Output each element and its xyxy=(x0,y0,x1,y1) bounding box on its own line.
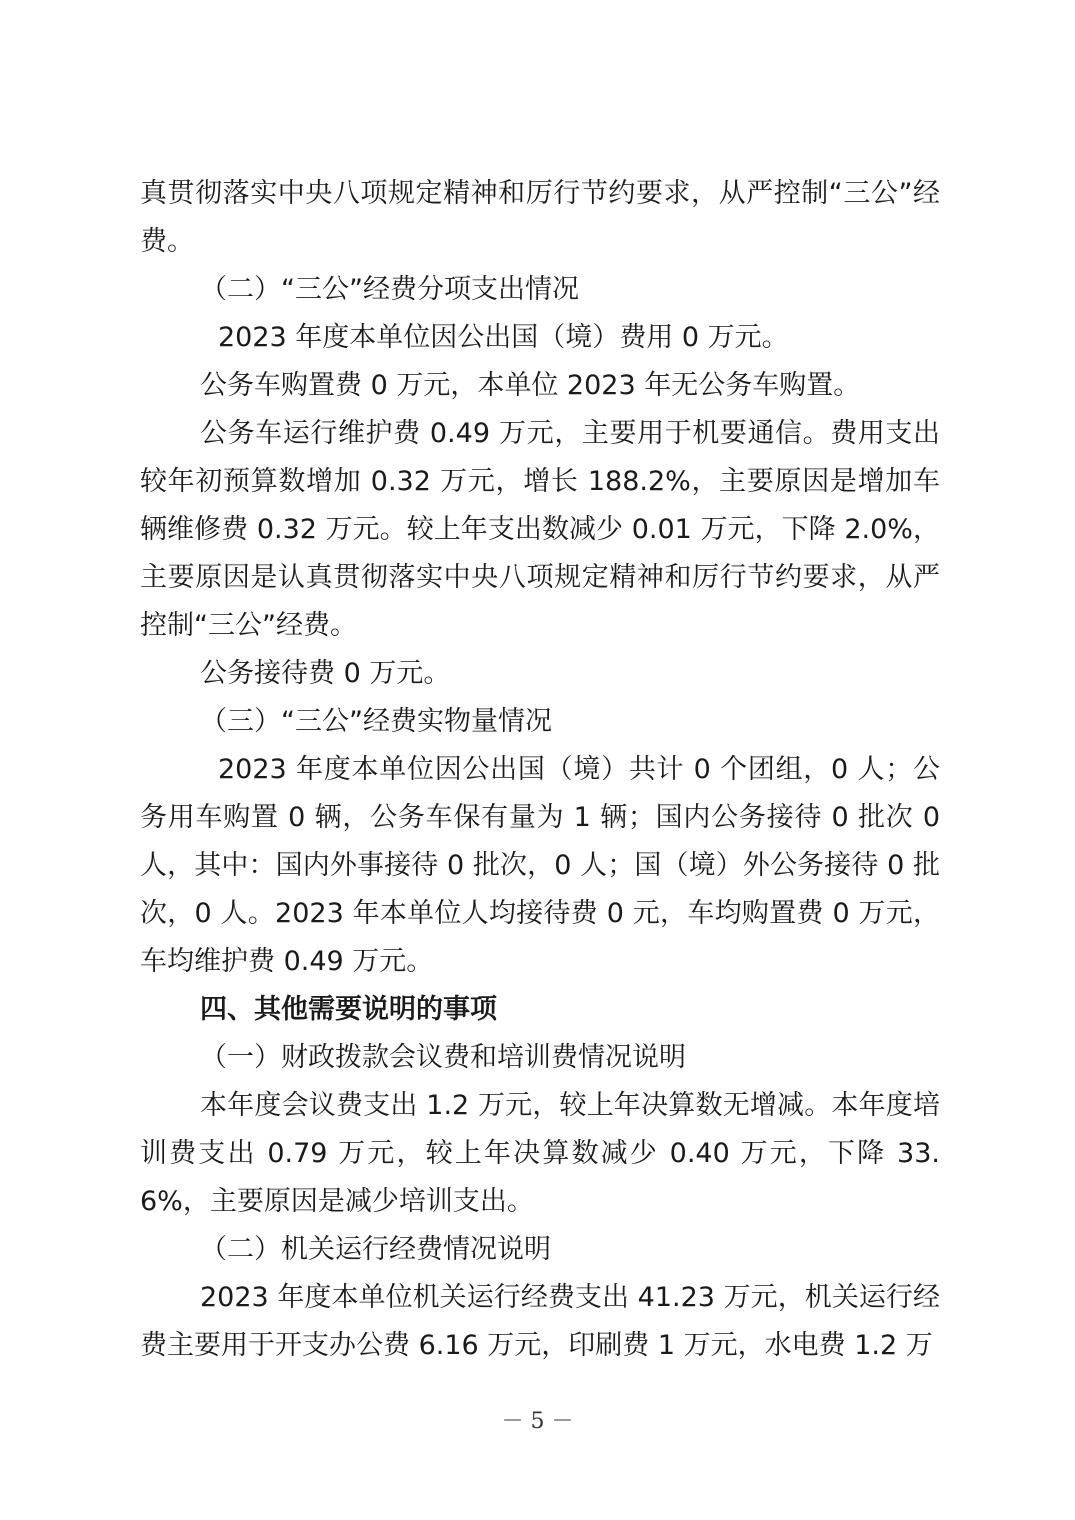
paragraph-overseas-travel: 2023 年度本单位因公出国（境）费用 0 万元。 xyxy=(218,322,789,353)
paragraph-reception: 公务接待费 0 万元。 xyxy=(200,658,451,689)
subheading-physical-quantity: （三）“三公”经费实物量情况 xyxy=(200,706,552,737)
paragraph-vehicle-purchase: 公务车购置费 0 万元，本单位 2023 年无公务车购置。 xyxy=(200,370,861,401)
heading-other-matters: 四、其他需要说明的事项 xyxy=(200,994,497,1025)
paragraph-vehicle-maintenance: 公务车运行维护费 0.49 万元，主要用于机要通信。费用支出较年初预算数增加 0.32 万元，增长 188.2%，主要原因是增加车辆维修费 0.32 万元。较上年支出数减少 0.01 万元，下降 2.0%，主要原因是认真贯彻落实中央八项规定精神和厉行节约要求，从严控制“三公”经费。 xyxy=(140,418,940,641)
subheading-meeting-training: （一）财政拨款会议费和培训费情况说明 xyxy=(200,1042,686,1073)
paragraph-continuation: 真贯彻落实中央八项规定精神和厉行节约要求，从严控制“三公”经费。 xyxy=(140,178,940,257)
document-body xyxy=(140,170,940,1370)
paragraph-meeting-training: 本年度会议费支出 1.2 万元，较上年决算数无增减。本年度培训费支出 0.79 万元，较上年决算数减少 0.40 万元，下降 33.6%，主要原因是减少培训支出。 xyxy=(140,1090,940,1217)
subheading-operating-expenses: （二）机关运行经费情况说明 xyxy=(200,1234,551,1265)
page-number: － 5 － xyxy=(501,1409,574,1434)
paragraph-operating-expenses: 2023 年度本单位机关运行经费支出 41.23 万元，机关运行经费主要用于开支办公费 6.16 万元，印刷费 1 万元，水电费 1.2 万 xyxy=(140,1282,940,1361)
subheading-itemized-expenses: （二）“三公”经费分项支出情况 xyxy=(200,274,579,305)
paragraph-physical-quantity: 2023 年度本单位因公出国（境）共计 0 个团组，0 人；公务用车购置 0 辆，公务车保有量为 1 辆；国内公务接待 0 批次 0 人，其中：国内外事接待 0 批次，0 人；国（境）外公务接待 0 批次，0 人。2023 年本单位人均接待费 0 元，车均购置费 0 万元，车均维护费 0.49 万元。 xyxy=(140,754,940,977)
